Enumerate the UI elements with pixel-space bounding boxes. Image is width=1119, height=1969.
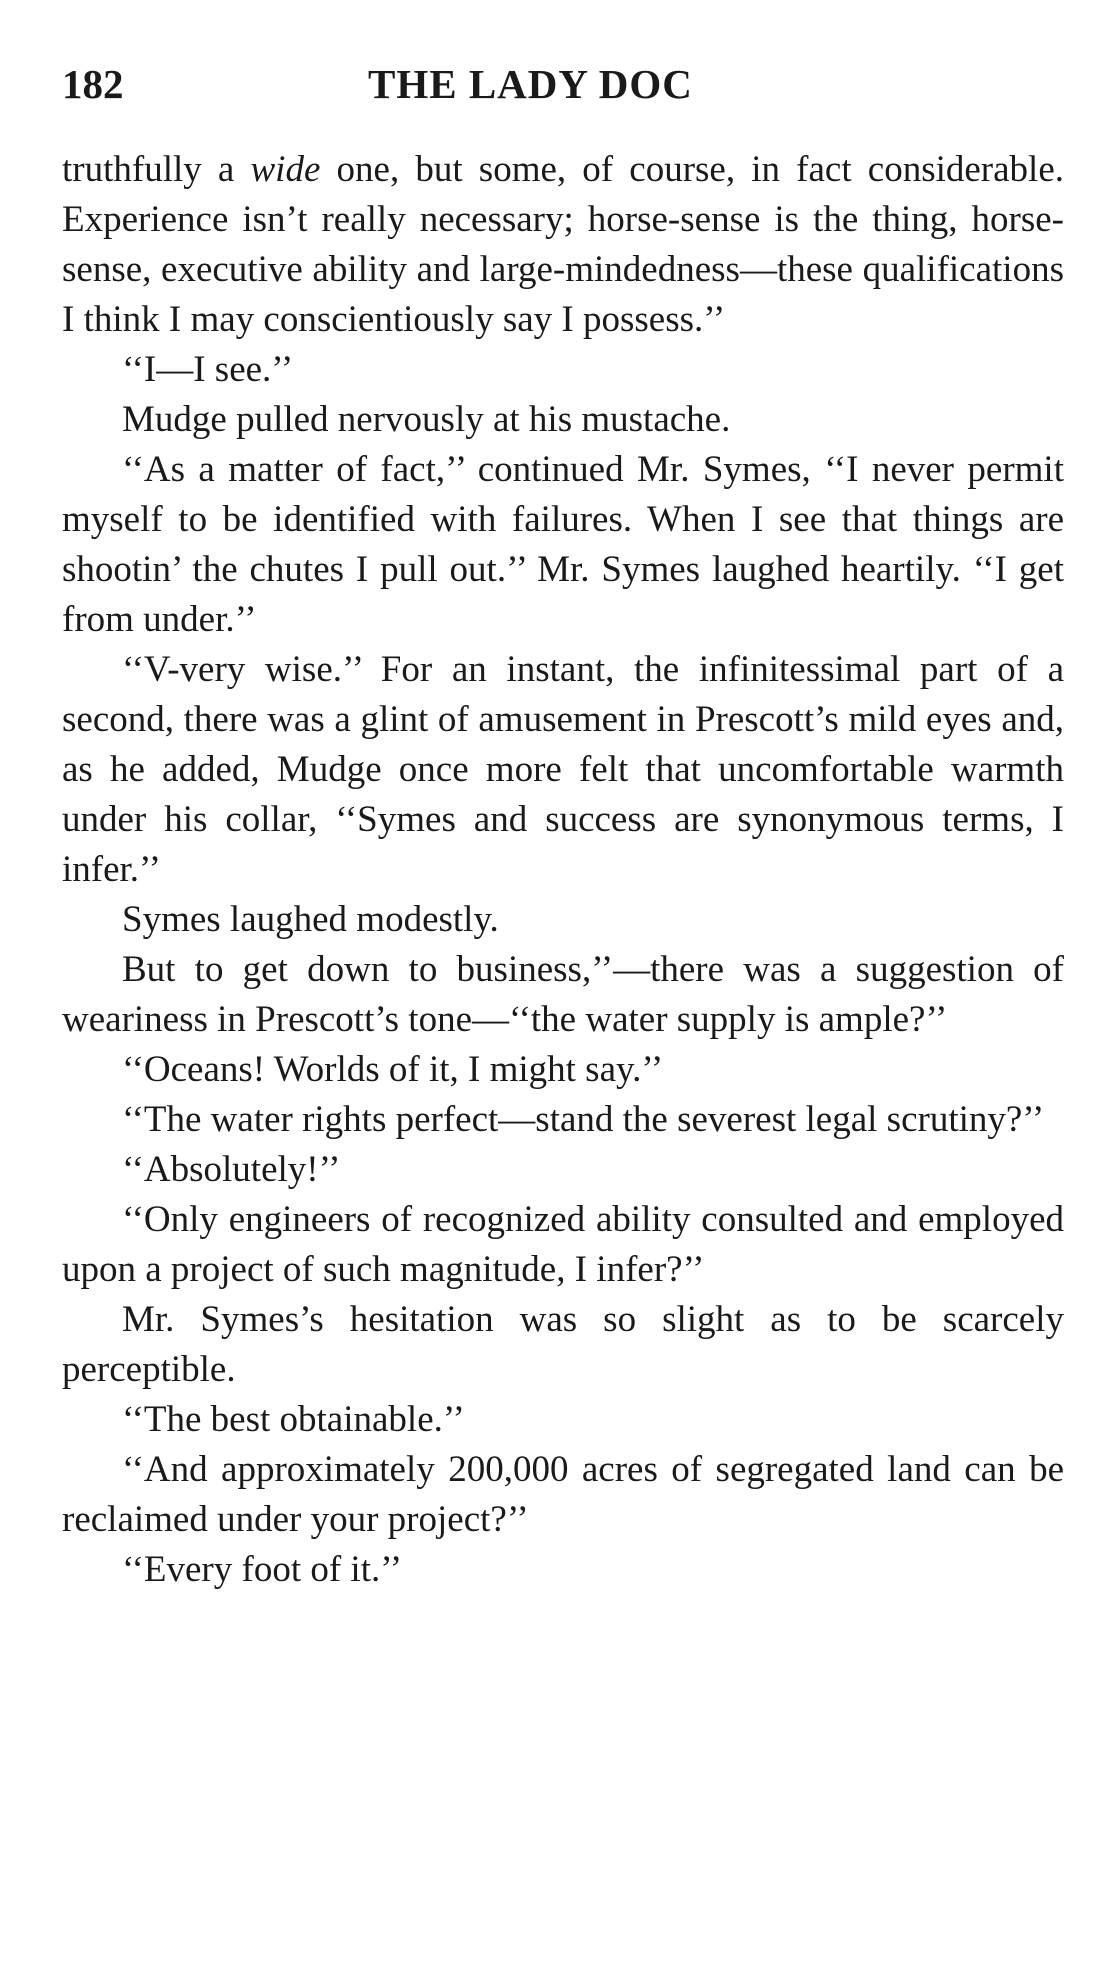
page-number: 182 [62,61,124,107]
paragraph: ‘‘Absolutely!’’ [122,1149,341,1190]
paragraph-text-end: one, but some, of course, in fact considerable. Experience isn’t really necessary; horse-sense is the thing, horse-sense, executive ability and large-mindedness—these qualifications I think I may conscientiously say I possess.’’ [62,149,1064,340]
book-page [62,52,1064,1590]
paragraph: But to get down to business,’’—there was a suggestion of weariness in Prescott’s tone—‘‘the water supply is ample?’’ [62,949,1064,1040]
paragraph: ‘‘As a matter of fact,’’ continued Mr. Symes, ‘‘I never permit myself to be identified with failures. When I see that things are shootin’ the chutes I pull out.’’ Mr. Symes laughed heartily. ‘‘I get from under.’’ [62,449,1064,640]
page-header [62,52,1064,122]
paragraph [62,145,1064,345]
paragraph: Mudge pulled nervously at his mustache. [122,399,731,440]
paragraph: ‘‘Every foot of it.’’ [122,1549,403,1590]
paragraph: ‘‘V-very wise.’’ For an instant, the infinitessimal part of a second, there was a glint of amusement in Prescott’s mild eyes and, as he added, Mudge once more felt that uncomfortable warmth under his collar, ‘‘Symes and success are synonymous terms, I infer.’’ [62,649,1064,890]
italic-word: wide [250,149,321,190]
body-text [62,145,1064,1595]
paragraph: ‘‘And approximately 200,000 acres of segregated land can be reclaimed under your project?’’ [62,1449,1064,1540]
paragraph: Symes laughed modestly. [122,899,499,940]
paragraph: ‘‘Oceans! Worlds of it, I might say.’’ [122,1049,664,1090]
running-head: THE LADY DOC [368,61,693,107]
paragraph: ‘‘The best obtainable.’’ [122,1399,465,1440]
paragraph: ‘‘Only engineers of recognized ability consulted and employed upon a project of such magnitude, I infer?’’ [62,1199,1064,1290]
paragraph: ‘‘The water rights perfect—stand the severest legal scrutiny?’’ [122,1099,1045,1140]
paragraph: Mr. Symes’s hesitation was so slight as to be scarcely perceptible. [62,1299,1064,1390]
paragraph: ‘‘I—I see.’’ [122,349,294,390]
paragraph-text-start: truthfully a [62,149,251,190]
